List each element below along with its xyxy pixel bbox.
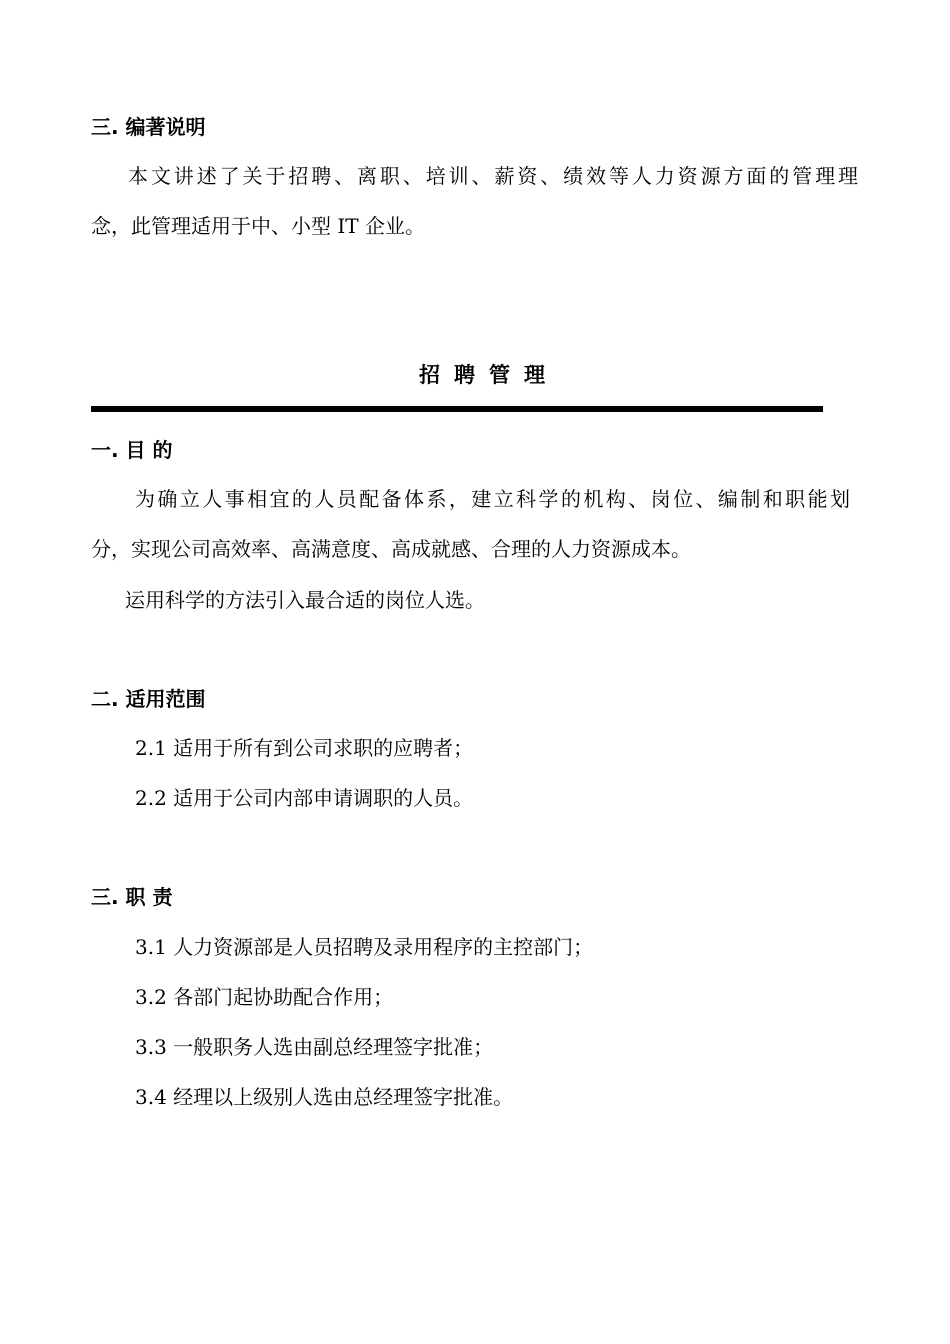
duty-item: 3.2 各部门起协助配合作用； xyxy=(135,985,394,1009)
section-heading-duties: 三. 职 责 xyxy=(91,885,173,909)
editorial-paragraph-line-1: 本文讲述了关于招聘、离职、培训、薪资、绩效等人力资源方面的管理理 xyxy=(128,164,858,188)
scope-item: 2.2 适用于公司内部申请调职的人员。 xyxy=(135,786,474,810)
scope-item: 2.1 适用于所有到公司求职的应聘者； xyxy=(135,736,474,760)
duty-item: 3.3 一般职务人选由副总经理签字批准； xyxy=(135,1035,494,1059)
chapter-title: 招聘管理 xyxy=(419,363,559,387)
editorial-paragraph-line-2: 念，此管理适用于中、小型 IT 企业。 xyxy=(91,214,425,238)
purpose-paragraph-line-3: 运用科学的方法引入最合适的岗位人选。 xyxy=(125,588,485,612)
section-heading-editorial: 三. 编著说明 xyxy=(91,115,206,139)
duty-item: 3.1 人力资源部是人员招聘及录用程序的主控部门； xyxy=(135,935,594,959)
section-heading-purpose: 一. 目 的 xyxy=(91,438,173,462)
section-heading-scope: 二. 适用范围 xyxy=(91,687,206,711)
purpose-paragraph-line-2: 分，实现公司高效率、高满意度、高成就感、合理的人力资源成本。 xyxy=(91,537,691,561)
duty-item: 3.4 经理以上级别人选由总经理签字批准。 xyxy=(135,1085,514,1109)
title-divider xyxy=(91,406,823,412)
purpose-paragraph-line-1: 为确立人事相宜的人员配备体系，建立科学的机构、岗位、编制和职能划 xyxy=(135,487,850,511)
